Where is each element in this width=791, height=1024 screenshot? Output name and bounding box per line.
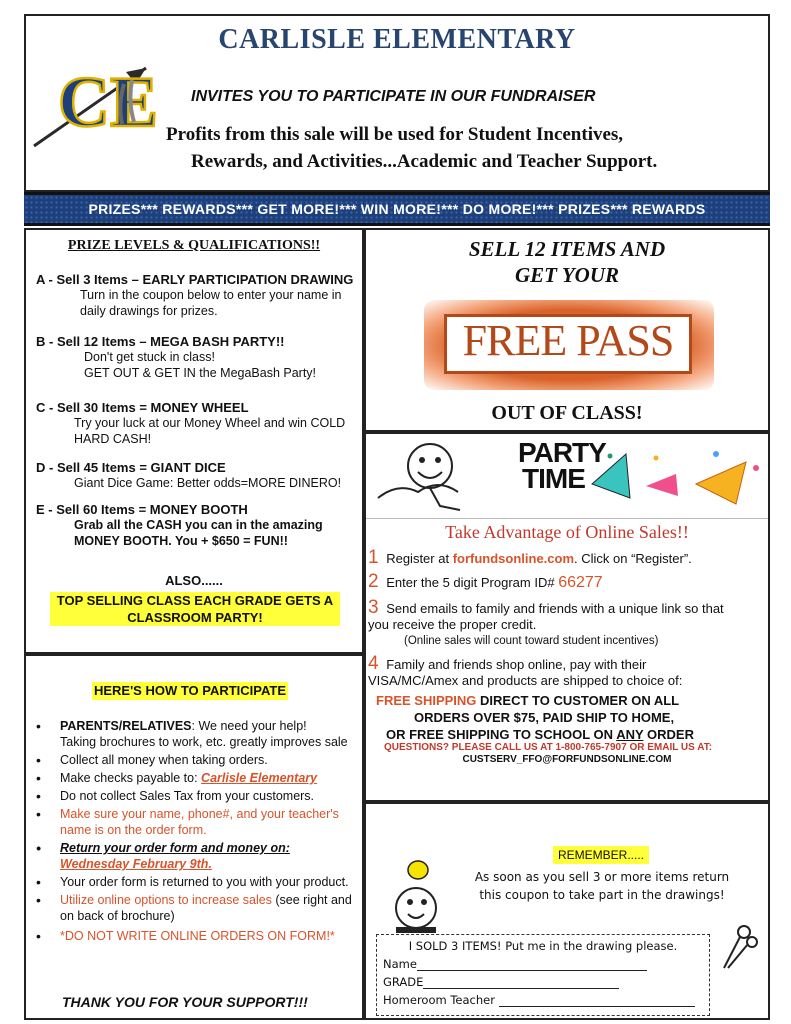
level-a-body-2: daily drawings for prizes. xyxy=(80,304,218,318)
remember-box xyxy=(364,802,770,1020)
name-reminder-2: name is on the order form. xyxy=(60,823,207,837)
step-1-num: 1 xyxy=(368,547,379,568)
step-1 xyxy=(368,547,768,568)
name-label: Name xyxy=(383,957,417,971)
level-a xyxy=(36,272,362,319)
online-sales-title: Take Advantage of Online Sales!! xyxy=(445,522,689,542)
grade-label: GRADE xyxy=(383,975,424,989)
party-word: PARTY xyxy=(518,437,606,468)
running-kid-icon xyxy=(368,438,488,518)
remember-text xyxy=(466,868,738,904)
online-options-rest: (see right and xyxy=(271,893,352,907)
level-e-body-1: Grab all the CASH you can in the amazing xyxy=(74,518,323,532)
sell-12-line-2: GET YOUR xyxy=(514,263,620,287)
remember-line-2: this coupon to take part in the drawings! xyxy=(479,888,725,902)
free-pass-plate xyxy=(444,314,692,374)
online-options-2: on back of brochure) xyxy=(60,909,175,923)
level-b-head: B - Sell 12 Items – MEGA BASH PARTY!! xyxy=(36,334,285,349)
list-item: • Your order form is returned to you with your product. xyxy=(26,874,364,890)
online-divider xyxy=(366,518,768,519)
coupon-name-row xyxy=(383,957,647,971)
return-date: Wednesday February 9th. xyxy=(60,857,212,871)
level-a-head: A - Sell 3 Items – EARLY PARTICIPATION DRAWING xyxy=(36,272,354,287)
level-e-body-2: MONEY BOOTH. You + $650 = FUN!! xyxy=(74,534,288,548)
level-e-head: E - Sell 60 Items = MONEY BOOTH xyxy=(36,502,248,517)
parents-label: PARENTS/RELATIVES xyxy=(60,719,192,733)
profits-line-2: Rewards, and Activities...Academic and Teacher Support. xyxy=(191,151,658,172)
level-d-body-1: Giant Dice Game: Better odds=MORE DINERO! xyxy=(74,476,342,490)
name-field[interactable] xyxy=(417,958,647,971)
step-4 xyxy=(368,653,770,689)
banner-text: PRIZES*** REWARDS*** GET MORE!*** WIN MORE!*** DO MORE!*** PRIZES*** REWARDS xyxy=(88,201,706,217)
party-horn-icon xyxy=(586,444,766,514)
level-e xyxy=(36,502,362,549)
return-line: Return your order form and money on: xyxy=(60,841,290,855)
ship-line-3-post: ORDER xyxy=(643,727,694,742)
school-logo xyxy=(28,38,159,158)
ship-line-3-any: ANY xyxy=(616,727,644,742)
teacher-field[interactable] xyxy=(499,994,695,1007)
questions-line: QUESTIONS? PLEASE CALL US AT 1-800-765-7907 OR EMAIL US AT: xyxy=(384,742,713,753)
coupon-grade-row xyxy=(383,975,619,989)
support-email[interactable]: CUSTSERV_FFO@FORFUNDSONLINE.COM xyxy=(462,754,672,765)
remember-title: REMEMBER..... xyxy=(553,846,649,864)
list-item xyxy=(26,892,364,924)
ship-line-3-pre: OR FREE SHIPPING TO SCHOOL ON xyxy=(386,727,617,742)
list-item: • Collect all money when taking orders. xyxy=(26,752,364,768)
step-1-pre: Register at xyxy=(386,551,453,566)
logo-letters: CE xyxy=(58,62,159,142)
prize-levels-box xyxy=(24,228,364,654)
cartoon-lightbulb-icon xyxy=(380,858,460,938)
level-b-body-1: Don't get stuck in class! xyxy=(84,350,215,364)
level-b-body-2: GET OUT & GET IN the MegaBash Party! xyxy=(84,366,317,380)
header-box xyxy=(24,14,770,192)
free-pass-text: FREE PASS xyxy=(462,316,674,365)
level-c-body-1: Try your luck at our Money Wheel and win COLD xyxy=(74,416,346,430)
list-item xyxy=(26,806,364,838)
step-3-line-1: Send emails to family and friends with a unique link so that xyxy=(386,601,724,616)
ship-line-1: DIRECT TO CUSTOMER ON ALL xyxy=(476,693,680,708)
top-selling-highlight: TOP SELLING CLASS EACH GRADE GETS A CLASSROOM PARTY! xyxy=(50,592,340,626)
step-1-post: . Click on “Register”. xyxy=(574,551,692,566)
drawing-coupon xyxy=(376,934,710,1016)
sell-12-line-1: SELL 12 ITEMS AND xyxy=(468,237,666,261)
list-item xyxy=(26,718,364,750)
level-a-body-1: Turn in the coupon below to enter your name in xyxy=(80,288,342,302)
shipping-info xyxy=(376,692,768,753)
step-4-line-2: VISA/MC/Amex and products are shipped to choice of: xyxy=(368,673,683,688)
ship-line-2: ORDERS OVER $75, PAID SHIP TO HOME, xyxy=(414,710,675,725)
coupon-teacher-row xyxy=(383,993,695,1007)
program-id: 66277 xyxy=(558,574,603,591)
how-to-participate-box xyxy=(24,654,364,1020)
online-sales-box xyxy=(364,432,770,802)
parents-text: : We need your help! xyxy=(191,719,307,733)
step-4-line-1: Family and friends shop online, pay with their xyxy=(386,657,647,672)
parents-text-2: Taking brochures to work, etc. greatly improves sale xyxy=(60,735,348,749)
prize-levels-title: PRIZE LEVELS & QUALIFICATIONS!! xyxy=(67,238,321,253)
level-c-head: C - Sell 30 Items = MONEY WHEEL xyxy=(36,400,249,415)
level-b xyxy=(36,334,362,381)
free-pass-box xyxy=(364,228,770,432)
level-c-body-2: HARD CASH! xyxy=(74,432,152,446)
sell-12-heading xyxy=(366,236,768,288)
remember-line-1: As soon as you sell 3 or more items return xyxy=(474,870,730,884)
teacher-label: Homeroom Teacher xyxy=(383,993,495,1007)
school-name: CARLISLE ELEMENTARY xyxy=(218,24,576,55)
prizes-banner xyxy=(24,192,770,226)
grade-field[interactable] xyxy=(423,976,619,989)
step-2-pre: Enter the 5 digit Program ID# xyxy=(386,575,559,590)
list-item: • *DO NOT WRITE ONLINE ORDERS ON FORM!* xyxy=(26,928,364,944)
step-2 xyxy=(368,571,768,592)
scissors-icon xyxy=(718,922,758,972)
time-word: TIME xyxy=(522,463,585,494)
step-3-line-2: you receive the proper credit. xyxy=(368,617,537,632)
step-3 xyxy=(368,597,770,649)
register-link[interactable]: forfundsonline.com xyxy=(452,551,575,566)
free-shipping-label: FREE SHIPPING xyxy=(376,693,477,708)
online-options: Utilize online options to increase sales xyxy=(60,893,272,907)
payee-name: Carlisle Elementary xyxy=(201,771,318,785)
how-title: HERE'S HOW TO PARTICIPATE xyxy=(93,683,287,698)
list-item xyxy=(26,770,364,786)
level-d-head: D - Sell 45 Items = GIANT DICE xyxy=(36,460,226,475)
invite-line: INVITES YOU TO PARTICIPATE IN OUR FUNDRAISER xyxy=(191,88,596,105)
step-3-num: 3 xyxy=(368,597,379,618)
name-reminder-1: Make sure your name, phone#, and your teacher's xyxy=(60,807,339,821)
level-c xyxy=(36,400,362,447)
profits-line-1: Profits from this sale will be used for Student Incentives, xyxy=(166,124,624,145)
list-item: • Do not collect Sales Tax from your customers. xyxy=(26,788,364,804)
thank-you: THANK YOU FOR YOUR SUPPORT!!! xyxy=(62,994,308,1010)
instructions-list xyxy=(26,718,364,946)
out-of-class: OUT OF CLASS! xyxy=(491,402,643,424)
step-3-note: (Online sales will count toward student incentives) xyxy=(404,635,659,647)
checks-pre: Make checks payable to: xyxy=(60,771,202,785)
also-label: ALSO...... xyxy=(165,573,223,588)
level-d xyxy=(36,460,362,491)
step-2-num: 2 xyxy=(368,571,379,592)
list-item xyxy=(26,840,364,872)
step-4-num: 4 xyxy=(368,653,379,674)
coupon-title: I SOLD 3 ITEMS! Put me in the drawing please. xyxy=(408,939,678,953)
